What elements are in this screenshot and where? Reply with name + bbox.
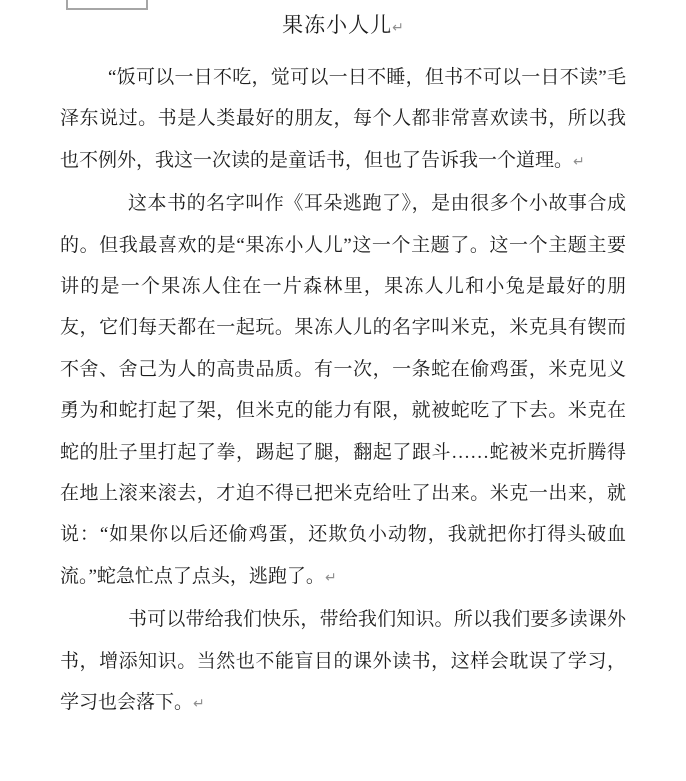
paragraph-mark-icon: ↵ [392,20,404,36]
paragraph-1-text: “饭可以一日不吃，觉可以一日不睡，但书不可以一日不读”毛泽东说过。书是人类最好的朋友，每个人都非常喜欢读书，所以我也不例外，我这一次读的是童话书，但也了告诉我一个道理。 [60,67,626,171]
paragraph-2 [60,183,626,599]
document-title [0,10,686,43]
paragraph-mark-icon: ↵ [193,696,205,713]
paragraph-mark-icon: ↵ [324,569,337,586]
text-frame-box[interactable] [66,0,148,10]
paragraph-3-text: 书可以带给我们快乐，带给我们知识。所以我们要多读课外书，增添知识。当然也不能盲目的课外读书，这样会耽误了学习，学习也会落下。 [60,609,626,714]
paragraph-1 [60,57,626,183]
paragraph-2-text: 这本书的名字叫作《耳朵逃跑了》，是由很多个小故事合成的。但我最喜欢的是“果冻小人儿”这一个主题了。这一个主题主要讲的是一个果冻人住在一片森林里，果冻人儿和小兔是最好的朋友，它们每天都在一起玩。果冻人儿的名字叫米克，米克具有锲而不舍、舍己为人的高贵品质。有一次，一条蛇在偷鸡蛋，米克见义勇为和蛇打起了架，但米克的能力有限，就被蛇吃了下去。米克在蛇的肚子里打起了拳，踢起了腿，翻起了跟斗……蛇被米克折腾得在地上滚来滚去，才迫不得已把米克给吐了出来。米克一出来，就说：“如果你以后还偷鸡蛋，还欺负小动物，我就把你打得头破血流。”蛇急忙点了点头，逃跑了。 [60,193,626,587]
document-body [60,57,626,726]
paragraph-3 [60,599,626,725]
title-text: 果冻小人儿 [282,13,393,37]
paragraph-mark-icon: ↵ [573,153,585,170]
